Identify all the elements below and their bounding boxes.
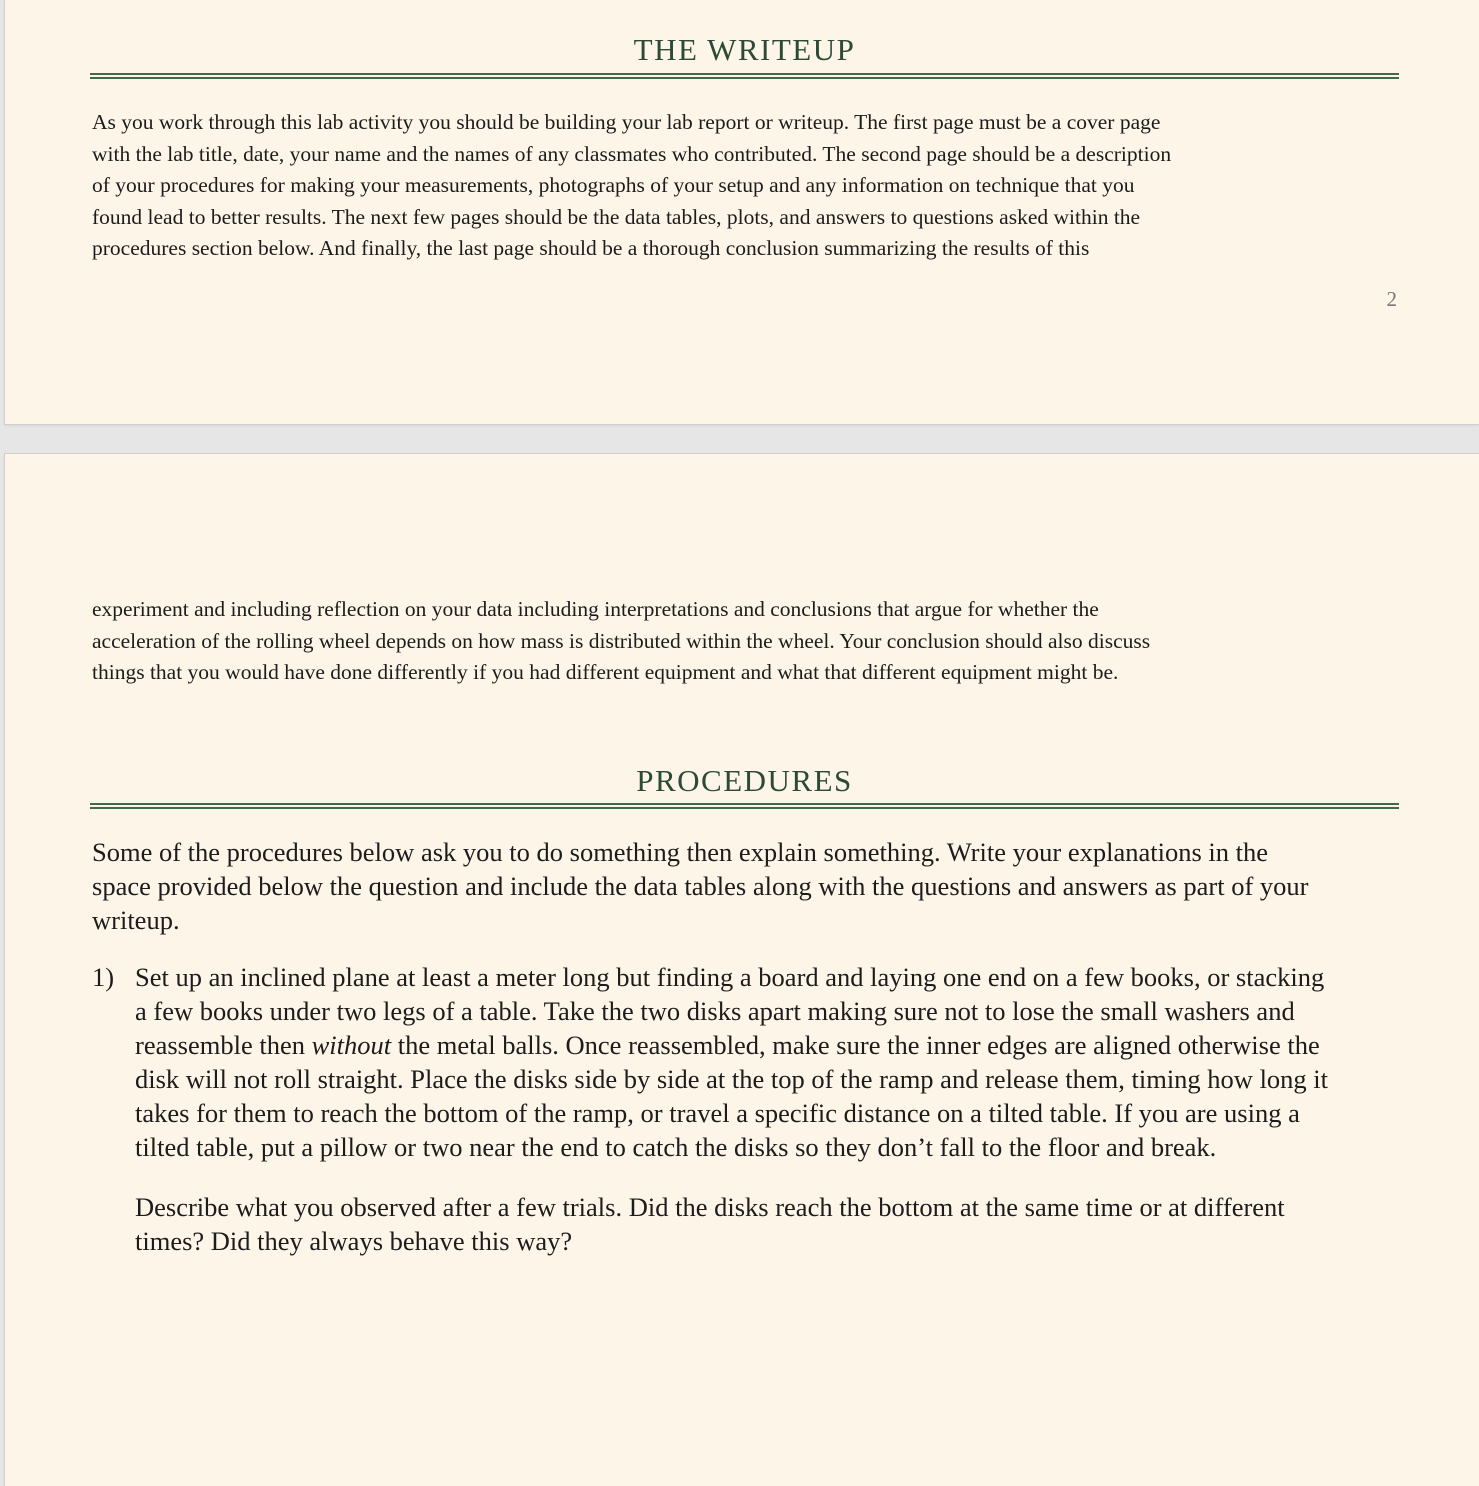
- writeup-line-4: found lead to better results. The next few pages should be the data tables, plots, and answers to questions asked within the: [92, 204, 1141, 229]
- step-1-line-5: takes for them to reach the bottom of the ramp, or travel a specific distance on a tilted table. If you are using a: [135, 1098, 1300, 1128]
- step-1-line-6: tilted table, put a pillow or two near the end to catch the disks so they don’t fall to the floor and break.: [135, 1132, 1217, 1162]
- writeup-line-1: As you work through this lab activity you should be building your lab report or writeup. The first page must be a cover page: [92, 110, 1161, 134]
- step-1-line-2: a few books under two legs of a table. Take the two disks apart making sure not to lose the small washers and: [135, 996, 1295, 1026]
- writeup-line-5: procedures section below. And finally, the last page should be a thorough conclusion summarizing the results of this: [92, 236, 1090, 260]
- step-1-line-1: Set up an inclined plane at least a meter long but finding a board and laying one end on a few books, or stacking: [135, 962, 1325, 992]
- procedures-heading: PROCEDURES: [636, 763, 853, 798]
- heading-rule: [90, 803, 1399, 809]
- intro-line-2: space provided below the question and include the data tables along with the questions and answers as part of your: [92, 871, 1309, 901]
- document-page-3: [5, 454, 1479, 1486]
- step-1-text: [135, 960, 1415, 1164]
- writeup-heading: THE WRITEUP: [633, 32, 856, 67]
- writeup-line-3: of your procedures for making your measurements, photographs of your setup and any information on technique that you: [92, 173, 1135, 197]
- heading-rule: [90, 73, 1399, 79]
- continued-line-2: acceleration of the rolling wheel depends on how mass is distributed within the wheel. Your conclusion should also discuss: [92, 628, 1151, 653]
- document-page-2: [5, 0, 1479, 424]
- step-1-line-4: disk will not roll straight. Place the disks side by side at the top of the ramp and release them, timing how long it: [135, 1064, 1329, 1094]
- writeup-paragraph: [92, 107, 1412, 265]
- emphasis-without: without: [311, 1030, 392, 1060]
- intro-line-3: writeup.: [92, 905, 180, 935]
- writeup-line-2: with the lab title, date, your name and the names of any classmates who contributed. The second page should be a description: [92, 141, 1172, 166]
- writeup-continued-paragraph: [92, 594, 1412, 689]
- intro-line-1: Some of the procedures below ask you to do something then explain something. Write your explanations in the: [92, 837, 1268, 867]
- page-number: 2: [1386, 287, 1397, 311]
- step-1-marker: 1): [92, 962, 115, 992]
- question-line-1: Describe what you observed after a few trials. Did the disks reach the bottom at the same time or at different: [135, 1192, 1285, 1222]
- procedures-intro: [92, 835, 1412, 937]
- continued-line-3: things that you would have done differently if you had different equipment and what that different equipment might be.: [92, 660, 1119, 684]
- step-1-line-3: reassemble then without the metal balls. Once reassembled, make sure the inner edges are aligned otherwise the: [135, 1030, 1320, 1060]
- question-line-2: times? Did they always behave this way?: [135, 1226, 573, 1256]
- continued-line-1: experiment and including reflection on your data including interpretations and conclusions that argue for whether the: [92, 597, 1099, 621]
- step-1-question: [135, 1190, 1415, 1258]
